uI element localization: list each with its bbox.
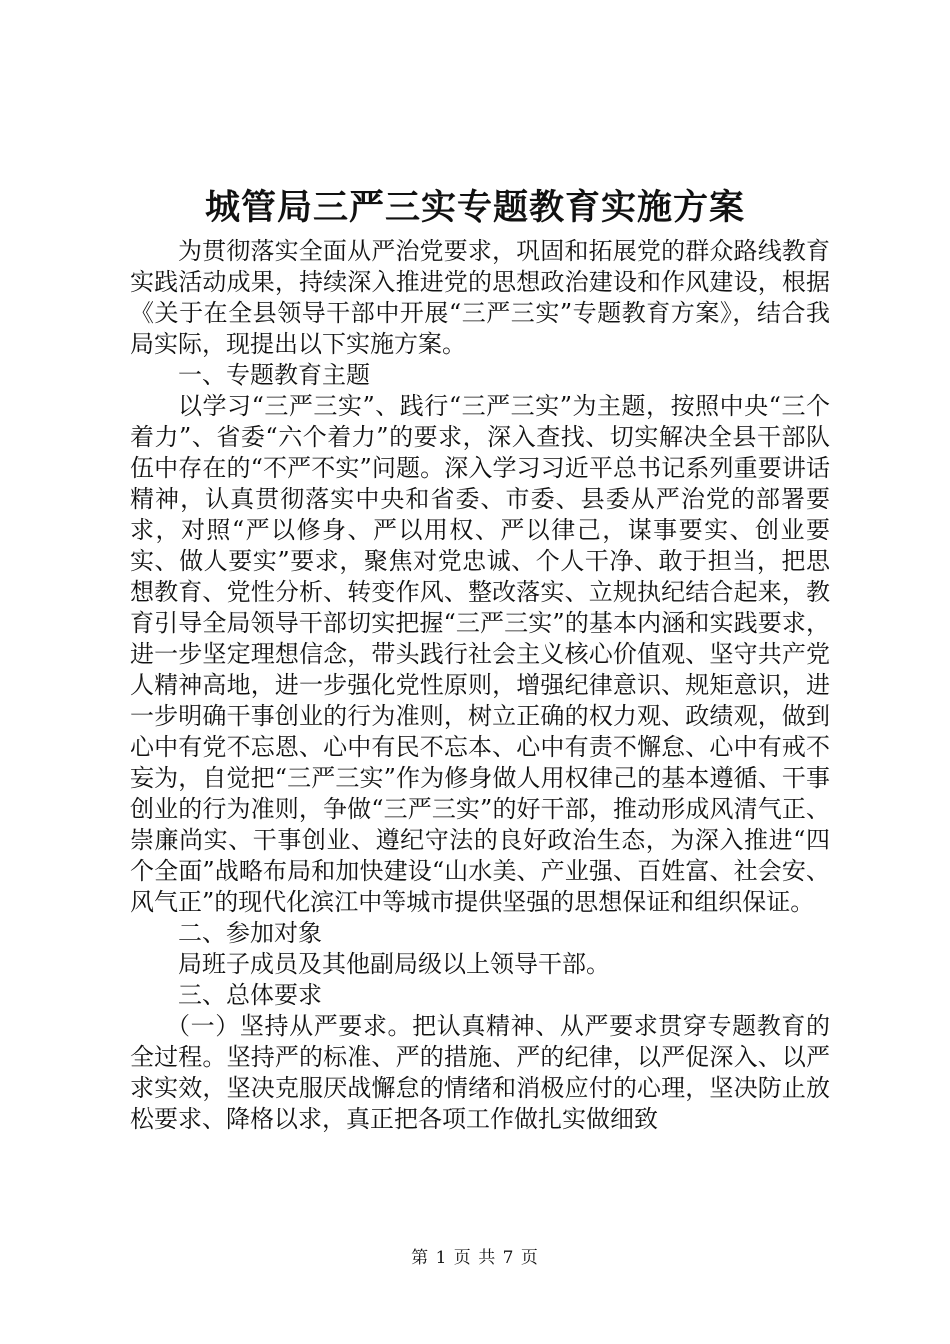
document-title: 城管局三严三实专题教育实施方案 (204, 187, 745, 228)
section-heading-participants: 二、参加对象 (178, 919, 322, 947)
section-heading-theme: 一、专题教育主题 (178, 361, 370, 389)
section-heading-requirements: 三、总体要求 (178, 981, 322, 1009)
participants-paragraph: 局班子成员及其他副局级以上领导干部。 (178, 950, 610, 978)
page-footer: 第 1 页 共 7 页 (411, 1248, 539, 1268)
intro-paragraph: 为贯彻落实全面从严治党要求，巩固和拓展党的群众路线教育实践活动成果，持续深入推进党的思想政治建设和作风建设，根据《关于在全县领导干部中开展“三严三实”专题教育方案》，结合我局实际，现提出以下实施方案。 (130, 237, 830, 358)
theme-paragraph: 以学习“三严三实”、践行“三严三实”为主题，按照中央“三个着力”、省委“六个着力”的要求，深入查找、切实解决全县干部队伍中存在的“不严不实”问题。深入学习习近平总书记系列重要讲话精神，认真贯彻落实中央和省委、市委、县委从严治党的部署要求，对照“严以修身、严以用权、严以律己，谋事要实、创业要实、做人要实”要求，聚焦对党忠诚、个人干净、敢于担当，把思想教育、党性分析、转变作风、整改落实、立规执纪结合起来，教育引导全局领导干部切实把握“三严三实”的基本内涵和实践要求，进一步坚定理想信念，带头践行社会主义核心价值观、坚守共产党人精神高地，进一步强化党性原则，增强纪律意识、规矩意识，进一步明确干事创业的行为准则，树立正确的权力观、政绩观，做到心中有党不忘恩、心中有民不忘本、心中有责不懈怠、心中有戒不妄为，自觉把“三严三实”作为修身做人用权律己的基本遵循、干事创业的行为准则，争做“三严三实”的好干部，推动形成风清气正、崇廉尚实、干事创业、遵纪守法的良好政治生态，为深入推进“四个全面”战略布局和加快建设“山水美、产业强、百姓富、社会安、风气正”的现代化滨江中等城市提供坚强的思想保证和组织保证。 (130, 392, 830, 916)
requirement-item-1: （一）坚持从严要求。把认真精神、从严要求贯穿专题教育的全过程。坚持严的标准、严的措施、严的纪律，以严促深入、以严求实效，坚决克服厌战懈怠的情绪和消极应付的心理，坚决防止放松要求、降格以求，真正把各项工作做扎实做细致 (130, 1012, 830, 1133)
document-body (130, 236, 830, 1135)
